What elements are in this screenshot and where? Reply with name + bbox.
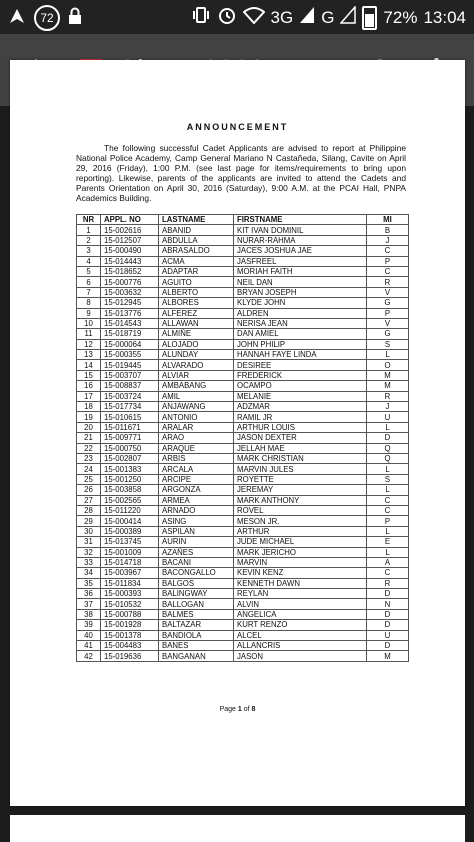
table-row xyxy=(77,609,409,619)
signal-strength-icon xyxy=(340,6,356,29)
cell-mi: L xyxy=(367,526,409,536)
cell-firstname: MARVIN JULES xyxy=(234,464,367,474)
column-header-firstname: FIRSTNAME xyxy=(234,215,367,225)
notification-count-badge: 72 xyxy=(34,5,60,31)
cell-nr: 39 xyxy=(77,620,101,630)
cell-appl-no: 15-014443 xyxy=(101,256,159,266)
cell-firstname: JASON xyxy=(234,651,367,661)
cell-firstname: KENNETH DAWN xyxy=(234,578,367,588)
cell-appl-no: 15-000389 xyxy=(101,526,159,536)
cell-firstname: MARK CHRISTIAN xyxy=(234,453,367,463)
cell-nr: 38 xyxy=(77,609,101,619)
cell-appl-no: 15-003707 xyxy=(101,370,159,380)
cell-nr: 9 xyxy=(77,308,101,318)
lock-icon xyxy=(68,7,82,29)
cell-appl-no: 15-003967 xyxy=(101,568,159,578)
cell-mi: G xyxy=(367,329,409,339)
table-row xyxy=(77,256,409,266)
cell-mi: R xyxy=(367,277,409,287)
cell-lastname: ABANID xyxy=(159,225,234,235)
cell-appl-no: 15-012945 xyxy=(101,298,159,308)
cell-mi: C xyxy=(367,568,409,578)
cell-firstname: ADZMAR xyxy=(234,402,367,412)
cell-mi: B xyxy=(367,225,409,235)
table-row xyxy=(77,318,409,328)
cell-nr: 32 xyxy=(77,547,101,557)
page-of-label: of xyxy=(241,706,252,713)
cell-nr: 15 xyxy=(77,370,101,380)
cell-lastname: ABDULLA xyxy=(159,235,234,245)
cell-mi: S xyxy=(367,474,409,484)
cell-appl-no: 15-018652 xyxy=(101,266,159,276)
cell-firstname: NEIL DAN xyxy=(234,277,367,287)
cell-lastname: BALLOGAN xyxy=(159,599,234,609)
cell-appl-no: 15-013776 xyxy=(101,308,159,318)
cell-lastname: ALLAWAN xyxy=(159,318,234,328)
cell-lastname: AGUITO xyxy=(159,277,234,287)
cell-firstname: NERISA JEAN xyxy=(234,318,367,328)
cell-appl-no: 15-011671 xyxy=(101,422,159,432)
cell-mi: V xyxy=(367,287,409,297)
cell-lastname: ABRASALDO xyxy=(159,246,234,256)
cell-firstname: OCAMPO xyxy=(234,381,367,391)
cell-mi: Q xyxy=(367,453,409,463)
vibrate-icon xyxy=(191,6,211,29)
cell-nr: 16 xyxy=(77,381,101,391)
cell-appl-no: 15-018719 xyxy=(101,329,159,339)
cell-appl-no: 15-000788 xyxy=(101,609,159,619)
announcement-body: The following successful Cadet Applicants are advised to report at Philippine National Police Academy, Camp General Mariano N Castañeda, Silang, Cavite on April 29, 2016 (Friday), 1:00 P.M. (see last page for items/requirements to bring upon reporting). Likewise, parents of the applicants are invited to attend the Cadets and Parents Orientation on April 30, 2016 (Saturday), 9:00 A.M. at the PCAI Hall, PNPA Academics Building. xyxy=(76,143,406,203)
table-row xyxy=(77,443,409,453)
table-row xyxy=(77,568,409,578)
cell-mi: D xyxy=(367,641,409,651)
cell-lastname: ALBERTO xyxy=(159,287,234,297)
table-row xyxy=(77,526,409,536)
cell-mi: M xyxy=(367,381,409,391)
cell-nr: 2 xyxy=(77,235,101,245)
table-row xyxy=(77,339,409,349)
cell-mi: M xyxy=(367,651,409,661)
status-bar xyxy=(0,0,474,34)
cell-mi: L xyxy=(367,547,409,557)
table-row xyxy=(77,578,409,588)
cell-lastname: ALFEREZ xyxy=(159,308,234,318)
cell-firstname: ALDREN xyxy=(234,308,367,318)
cell-firstname: JASON DEXTER xyxy=(234,433,367,443)
table-row xyxy=(77,537,409,547)
cell-lastname: ACMA xyxy=(159,256,234,266)
cell-mi: D xyxy=(367,609,409,619)
cell-firstname: KIT IVAN DOMINIL xyxy=(234,225,367,235)
cell-lastname: ARAO xyxy=(159,433,234,443)
cell-lastname: ALVARADO xyxy=(159,360,234,370)
cell-appl-no: 15-002616 xyxy=(101,225,159,235)
column-header-appl-no: APPL. NO xyxy=(101,215,159,225)
cell-appl-no: 15-014543 xyxy=(101,318,159,328)
table-row xyxy=(77,381,409,391)
cell-nr: 31 xyxy=(77,537,101,547)
cell-mi: M xyxy=(367,370,409,380)
cell-nr: 17 xyxy=(77,391,101,401)
table-row xyxy=(77,412,409,422)
table-row xyxy=(77,651,409,661)
cell-lastname: BANES xyxy=(159,641,234,651)
cell-firstname: DESIREE xyxy=(234,360,367,370)
cell-firstname: MARK ANTHONY xyxy=(234,495,367,505)
table-row xyxy=(77,557,409,567)
cell-nr: 7 xyxy=(77,287,101,297)
cell-lastname: BALTAZAR xyxy=(159,620,234,630)
network-g-label: G xyxy=(321,7,335,27)
cell-lastname: AZAÑES xyxy=(159,547,234,557)
cell-nr: 36 xyxy=(77,589,101,599)
column-header-mi: MI xyxy=(367,215,409,225)
cell-firstname: ALLANCRIS xyxy=(234,641,367,651)
cell-mi: U xyxy=(367,630,409,640)
cell-firstname: KURT RENZO xyxy=(234,620,367,630)
cell-lastname: ASING xyxy=(159,516,234,526)
cell-appl-no: 15-004483 xyxy=(101,641,159,651)
table-row xyxy=(77,329,409,339)
table-row xyxy=(77,474,409,484)
cell-firstname: MARK JERICHO xyxy=(234,547,367,557)
cell-lastname: BALGOS xyxy=(159,578,234,588)
cell-appl-no: 15-001250 xyxy=(101,474,159,484)
cell-mi: L xyxy=(367,464,409,474)
table-row xyxy=(77,308,409,318)
cell-firstname: JEREMAY xyxy=(234,485,367,495)
cell-nr: 13 xyxy=(77,350,101,360)
table-row xyxy=(77,547,409,557)
table-row xyxy=(77,599,409,609)
cell-firstname: KEVIN KENZ xyxy=(234,568,367,578)
announcement-heading: ANNOUNCEMENT xyxy=(186,122,289,132)
table-row xyxy=(77,277,409,287)
cell-firstname: ALVIN xyxy=(234,599,367,609)
clock: 13:04 xyxy=(423,7,466,27)
table-row xyxy=(77,453,409,463)
cell-firstname: RAMIL JR xyxy=(234,412,367,422)
cell-firstname: JASFREEL xyxy=(234,256,367,266)
cell-lastname: BACANI xyxy=(159,557,234,567)
cell-appl-no: 15-001383 xyxy=(101,464,159,474)
alarm-icon xyxy=(217,5,237,30)
table-row xyxy=(77,422,409,432)
cell-lastname: ARCALA xyxy=(159,464,234,474)
cell-appl-no: 15-000355 xyxy=(101,350,159,360)
cell-mi: A xyxy=(367,557,409,567)
cell-appl-no: 15-017734 xyxy=(101,402,159,412)
cell-appl-no: 15-013745 xyxy=(101,537,159,547)
cell-mi: C xyxy=(367,266,409,276)
cell-lastname: AMBABANG xyxy=(159,381,234,391)
cell-nr: 21 xyxy=(77,433,101,443)
cell-appl-no: 15-014718 xyxy=(101,557,159,567)
cell-mi: P xyxy=(367,308,409,318)
cell-mi: L xyxy=(367,422,409,432)
cell-appl-no: 15-001378 xyxy=(101,630,159,640)
cell-appl-no: 15-002807 xyxy=(101,453,159,463)
current-page: 1 xyxy=(237,706,242,713)
cell-firstname: MESON JR. xyxy=(234,516,367,526)
table-row xyxy=(77,433,409,443)
table-row xyxy=(77,402,409,412)
cell-firstname: FREDERICK xyxy=(234,370,367,380)
cell-lastname: BALINGWAY xyxy=(159,589,234,599)
cell-mi: Q xyxy=(367,443,409,453)
cell-firstname: ANGELICA xyxy=(234,609,367,619)
cell-appl-no: 15-000393 xyxy=(101,589,159,599)
cell-nr: 4 xyxy=(77,256,101,266)
cell-appl-no: 15-000414 xyxy=(101,516,159,526)
cell-mi: E xyxy=(367,537,409,547)
battery-icon xyxy=(362,6,377,30)
cell-nr: 28 xyxy=(77,505,101,515)
cell-mi: P xyxy=(367,516,409,526)
cell-lastname: AMIL xyxy=(159,391,234,401)
cell-appl-no: 15-000064 xyxy=(101,339,159,349)
cell-nr: 22 xyxy=(77,443,101,453)
cell-mi: J xyxy=(367,402,409,412)
cell-mi: O xyxy=(367,360,409,370)
cell-mi: R xyxy=(367,578,409,588)
cell-lastname: ALBORES xyxy=(159,298,234,308)
cell-firstname: JACES JOSHUA JAE xyxy=(234,246,367,256)
table-row xyxy=(77,225,409,235)
signal-strength-icon xyxy=(299,6,315,29)
cell-nr: 23 xyxy=(77,453,101,463)
table-row xyxy=(77,246,409,256)
cell-nr: 29 xyxy=(77,516,101,526)
cell-appl-no: 15-008837 xyxy=(101,381,159,391)
cell-appl-no: 15-012507 xyxy=(101,235,159,245)
cell-appl-no: 15-009771 xyxy=(101,433,159,443)
cell-firstname: KLYDE JOHN xyxy=(234,298,367,308)
cell-firstname: REYLAN xyxy=(234,589,367,599)
table-row xyxy=(77,266,409,276)
table-row xyxy=(77,641,409,651)
table-row xyxy=(77,391,409,401)
cell-nr: 25 xyxy=(77,474,101,484)
cell-nr: 41 xyxy=(77,641,101,651)
table-row xyxy=(77,360,409,370)
table-row xyxy=(77,505,409,515)
cell-firstname: ALCEL xyxy=(234,630,367,640)
cell-nr: 34 xyxy=(77,568,101,578)
cell-appl-no: 15-003632 xyxy=(101,287,159,297)
cell-nr: 27 xyxy=(77,495,101,505)
cell-appl-no: 15-000750 xyxy=(101,443,159,453)
page-label: Page xyxy=(219,706,238,713)
table-row xyxy=(77,589,409,599)
cell-appl-no: 15-010615 xyxy=(101,412,159,422)
network-3g-label: 3G xyxy=(270,7,294,27)
cell-lastname: BANGANAN xyxy=(159,651,234,661)
cell-lastname: ARAQUE xyxy=(159,443,234,453)
table-row xyxy=(77,495,409,505)
cell-firstname: ARTHUR xyxy=(234,526,367,536)
cell-firstname: ROVEL xyxy=(234,505,367,515)
cell-lastname: BALMES xyxy=(159,609,234,619)
cell-mi: L xyxy=(367,485,409,495)
table-row xyxy=(77,350,409,360)
cell-mi: L xyxy=(367,350,409,360)
cell-firstname: JUDE MICHAEL xyxy=(234,537,367,547)
cell-appl-no: 15-000776 xyxy=(101,277,159,287)
cell-firstname: MORIAH FAITH xyxy=(234,266,367,276)
cell-nr: 40 xyxy=(77,630,101,640)
table-row xyxy=(77,235,409,245)
cell-appl-no: 15-019445 xyxy=(101,360,159,370)
table-row xyxy=(77,287,409,297)
cell-lastname: BANDIOLA xyxy=(159,630,234,640)
cell-nr: 24 xyxy=(77,464,101,474)
cell-mi: U xyxy=(367,412,409,422)
cell-mi: S xyxy=(367,339,409,349)
cell-nr: 37 xyxy=(77,599,101,609)
cell-nr: 8 xyxy=(77,298,101,308)
navigation-arrow-icon xyxy=(8,7,26,29)
cell-lastname: ARCIPE xyxy=(159,474,234,484)
total-pages: 8 xyxy=(251,706,256,713)
cell-mi: C xyxy=(367,505,409,515)
table-row xyxy=(77,464,409,474)
battery-percent: 72% xyxy=(383,7,418,27)
table-row xyxy=(77,485,409,495)
cell-mi: P xyxy=(367,256,409,266)
cell-appl-no: 15-010532 xyxy=(101,599,159,609)
cell-nr: 30 xyxy=(77,526,101,536)
cell-lastname: ANJAWANG xyxy=(159,402,234,412)
cell-lastname: ARALAR xyxy=(159,422,234,432)
page-number xyxy=(10,706,465,713)
cell-appl-no: 15-011220 xyxy=(101,505,159,515)
cell-mi: G xyxy=(367,298,409,308)
applicants-table xyxy=(76,214,409,662)
cell-firstname: JOHN PHILIP xyxy=(234,339,367,349)
cell-lastname: ALOJADO xyxy=(159,339,234,349)
wifi-icon xyxy=(243,6,265,29)
cell-nr: 33 xyxy=(77,557,101,567)
cell-lastname: BACONGALLO xyxy=(159,568,234,578)
cell-firstname: HANNAH FAYE LINDA xyxy=(234,350,367,360)
cell-appl-no: 15-002565 xyxy=(101,495,159,505)
table-row xyxy=(77,298,409,308)
cell-appl-no: 15-001928 xyxy=(101,620,159,630)
cell-lastname: AURIN xyxy=(159,537,234,547)
cell-mi: N xyxy=(367,599,409,609)
cell-nr: 14 xyxy=(77,360,101,370)
table-row xyxy=(77,630,409,640)
cell-mi: D xyxy=(367,433,409,443)
cell-nr: 26 xyxy=(77,485,101,495)
cell-lastname: ALVIAR xyxy=(159,370,234,380)
cell-mi: V xyxy=(367,318,409,328)
cell-firstname: ARTHUR LOUIS xyxy=(234,422,367,432)
cell-nr: 19 xyxy=(77,412,101,422)
cell-mi: C xyxy=(367,495,409,505)
cell-nr: 42 xyxy=(77,651,101,661)
cell-nr: 5 xyxy=(77,266,101,276)
table-row xyxy=(77,516,409,526)
cell-nr: 18 xyxy=(77,402,101,412)
cell-appl-no: 15-019636 xyxy=(101,651,159,661)
cell-firstname: DAN AMIEL xyxy=(234,329,367,339)
cell-appl-no: 15-001009 xyxy=(101,547,159,557)
cell-lastname: ARMEA xyxy=(159,495,234,505)
cell-appl-no: 15-003724 xyxy=(101,391,159,401)
cell-firstname: NURAR-RAHMA xyxy=(234,235,367,245)
cell-appl-no: 15-000490 xyxy=(101,246,159,256)
pdf-page[interactable] xyxy=(10,60,465,806)
cell-lastname: ASPILAN xyxy=(159,526,234,536)
cell-nr: 12 xyxy=(77,339,101,349)
cell-appl-no: 15-011834 xyxy=(101,578,159,588)
cell-lastname: ALUNDAY xyxy=(159,350,234,360)
cell-mi: D xyxy=(367,620,409,630)
next-pdf-page[interactable] xyxy=(10,815,465,842)
cell-mi: R xyxy=(367,391,409,401)
cell-firstname: BRYAN JOSEPH xyxy=(234,287,367,297)
cell-nr: 1 xyxy=(77,225,101,235)
column-header-nr: NR xyxy=(77,215,101,225)
cell-lastname: ALMIÑE xyxy=(159,329,234,339)
cell-nr: 3 xyxy=(77,246,101,256)
cell-lastname: ADAPTAR xyxy=(159,266,234,276)
cell-nr: 11 xyxy=(77,329,101,339)
cell-mi: D xyxy=(367,589,409,599)
cell-nr: 10 xyxy=(77,318,101,328)
column-header-lastname: LASTNAME xyxy=(159,215,234,225)
cell-appl-no: 15-003858 xyxy=(101,485,159,495)
cell-lastname: ARNADO xyxy=(159,505,234,515)
table-header-row xyxy=(77,215,409,225)
cell-nr: 20 xyxy=(77,422,101,432)
cell-mi: J xyxy=(367,235,409,245)
cell-lastname: ARBIS xyxy=(159,453,234,463)
cell-firstname: MELANIE xyxy=(234,391,367,401)
cell-nr: 6 xyxy=(77,277,101,287)
cell-lastname: ARGONZA xyxy=(159,485,234,495)
cell-nr: 35 xyxy=(77,578,101,588)
cell-firstname: MARVIN xyxy=(234,557,367,567)
table-row xyxy=(77,370,409,380)
cell-firstname: JELLAH MAE xyxy=(234,443,367,453)
cell-mi: C xyxy=(367,246,409,256)
table-row xyxy=(77,620,409,630)
cell-lastname: ANTONIO xyxy=(159,412,234,422)
cell-firstname: ROYETTE xyxy=(234,474,367,484)
